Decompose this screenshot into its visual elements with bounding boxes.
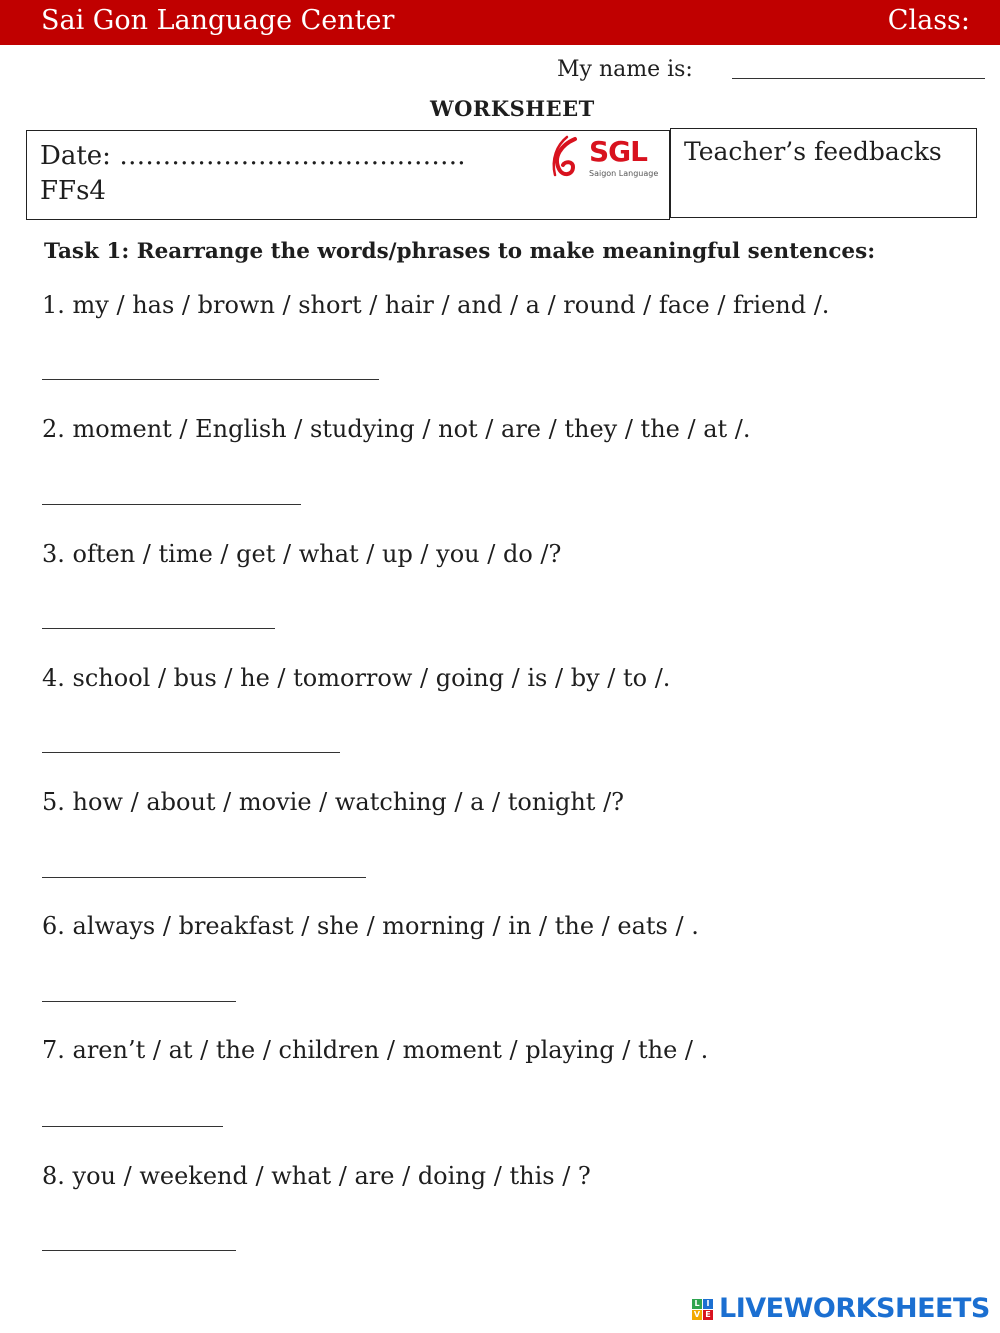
sgl-swirl-icon bbox=[547, 135, 587, 185]
logo-subtext: Saigon Language bbox=[589, 169, 659, 178]
class-label: Class: bbox=[887, 5, 970, 36]
date-label: Date: …………………………………. bbox=[40, 141, 466, 171]
icon-letter: E bbox=[703, 1310, 713, 1320]
answer-line-2[interactable] bbox=[42, 504, 301, 505]
answer-line-6[interactable] bbox=[42, 1001, 236, 1002]
question-7: 7. aren’t / at / the / children / moment / playing / the / . bbox=[42, 1036, 709, 1064]
header-bar bbox=[0, 0, 1000, 45]
answer-line-3[interactable] bbox=[42, 628, 275, 629]
question-4: 4. school / bus / he / tomorrow / going / is / by / to /. bbox=[42, 664, 671, 692]
date-box bbox=[26, 130, 670, 220]
icon-letter: I bbox=[703, 1299, 713, 1309]
worksheet-title: WORKSHEET bbox=[430, 96, 595, 121]
liveworksheets-brand bbox=[692, 1293, 992, 1327]
answer-line-5[interactable] bbox=[42, 877, 366, 878]
question-6: 6. always / breakfast / she / morning / in / the / eats / . bbox=[42, 912, 699, 940]
name-input-line[interactable] bbox=[732, 78, 985, 79]
center-name: Sai Gon Language Center bbox=[41, 5, 395, 36]
brand-text: LIVEWORKSHEETS bbox=[719, 1293, 990, 1324]
icon-letter: L bbox=[692, 1299, 702, 1309]
name-label: My name is: bbox=[557, 57, 693, 82]
icon-letter: V bbox=[693, 1310, 701, 1319]
answer-line-7[interactable] bbox=[42, 1126, 223, 1127]
answer-line-1[interactable] bbox=[42, 379, 379, 380]
question-3: 3. often / time / get / what / up / you / do /? bbox=[42, 540, 562, 568]
feedback-label: Teacher’s feedbacks bbox=[684, 137, 942, 166]
sgl-logo bbox=[547, 135, 659, 185]
answer-line-8[interactable] bbox=[42, 1250, 236, 1251]
teacher-feedback-box bbox=[670, 128, 977, 218]
question-2: 2. moment / English / studying / not / are / they / the / at /. bbox=[42, 415, 751, 443]
course-code: FFs4 bbox=[40, 176, 106, 206]
question-8: 8. you / weekend / what / are / doing / this / ? bbox=[42, 1162, 591, 1190]
answer-line-4[interactable] bbox=[42, 752, 340, 753]
question-1: 1. my / has / brown / short / hair / and / a / round / face / friend /. bbox=[42, 291, 830, 319]
question-5: 5. how / about / movie / watching / a / tonight /? bbox=[42, 788, 625, 816]
task-title: Task 1: Rearrange the words/phrases to make meaningful sentences: bbox=[44, 239, 876, 264]
liveworksheets-icon bbox=[692, 1299, 716, 1321]
logo-text: SGL bbox=[589, 135, 647, 168]
